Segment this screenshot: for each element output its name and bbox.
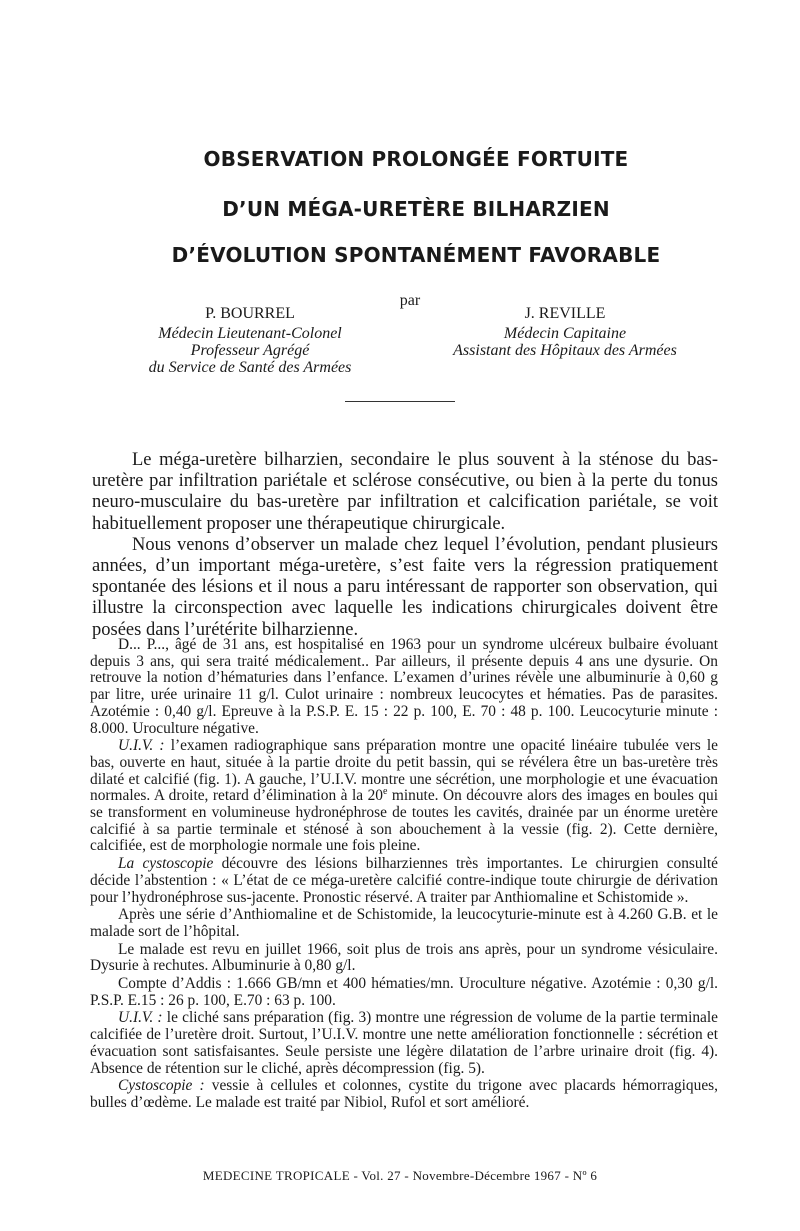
author-title-line: Médecin Lieutenant-Colonel [158, 325, 342, 342]
case-report [90, 637, 718, 1113]
author-name: P. BOURREL [205, 305, 295, 322]
byline: par [399, 292, 421, 309]
title-line-3: D’ÉVOLUTION SPONTANÉMENT FAVORABLE [171, 243, 661, 267]
author-title-line: du Service de Santé des Armées [148, 359, 352, 376]
author-title-line: Assistant des Hôpitaux des Armées [453, 342, 677, 359]
body-paragraph: La cystoscopie découvre des lésions bilharziennes très importantes. Le chirurgien consulté décide l’abstention : « L’état de ce méga-uretère calcifié contre-indique toute chirurgie de dérivation pour l’hydronéphrose sus-jacente. Pronostic réservé. A traiter par Anthiomaline et Schistomide ». [90, 855, 718, 906]
body-paragraph: Après une série d’Anthiomaline et de Schistomide, la leucocyturie-minute est à 4.260 G.B. et le malade sort de l’hôpital. [90, 906, 718, 940]
paragraph-label: U.I.V. : [118, 1009, 163, 1027]
abstract [92, 450, 718, 641]
paragraph-label: Cystoscopie : [118, 1077, 205, 1095]
author-title-line: Professeur Agrégé [190, 342, 310, 359]
title-separator [345, 401, 455, 402]
paragraph-label: U.I.V. : [118, 737, 165, 755]
abstract-paragraph: Nous venons d’observer un malade chez lequel l’évolution, pendant plusieurs années, d’un important méga-uretère, s’est faite vers la régression pratiquement spontanée des lésions et il nous a paru intéressant de rapporter son observation, qui illustre la circonspection avec laquelle les indications chirurgicales doivent être posées dans l’urétérite bilharzienne. [92, 534, 718, 640]
body-paragraph: D... P..., âgé de 31 ans, est hospitalisé en 1963 pour un syndrome ulcéreux bulbaire évoluant depuis 3 ans, qui sera traité médicalement.. Par ailleurs, il présente depuis 4 ans une dysurie. On retrouve la notion d’hématuries dans l’enfance. L’examen d’urines révèle une albuminurie à 0,60 g par litre, urée urinaire 11 g/l. Culot urinaire : nombreux leucocytes et hématies. Pas de parasites. Azotémie : 0,40 g/l. Epreuve à la P.S.P. E. 15 : 22 p. 100, E. 70 : 48 p. 100. Leucocyturie minute : 8.000. Uroculture négative. [90, 636, 718, 737]
author-reville [415, 305, 715, 359]
body-paragraph: Compte d’Addis : 1.666 GB/mn et 400 hématies/mn. Uroculture négative. Azotémie : 0,30 g/l. P.S.P. E.15 : 26 p. 100, E.70 : 63 p. 100. [90, 975, 718, 1009]
body-paragraph: Le malade est revu en juillet 1966, soit plus de trois ans après, pour un syndrome vésiculaire. Dysurie à rechutes. Albuminurie à 0,80 g/l. [90, 940, 718, 975]
title-line-1: OBSERVATION PROLONGÉE FORTUITE [203, 147, 629, 171]
abstract-paragraph: Le méga-uretère bilharzien, secondaire le plus souvent à la sténose du bas-uretère par infiltration pariétale et sclérose consécutive, ou bien à la perte du tonus neuro-musculaire du bas-uretère par infiltration et calcification pariétale, se voit habituellement proposer une thérapeutique chirurgicale. [92, 450, 718, 534]
body-paragraph: U.I.V. : l’examen radiographique sans préparation montre une opacité linéaire tubulée vers le bas, ouverte en haut, située à la partie droite du petit bassin, qui se révélera être un bas-uretère très dilaté et calcifié (fig. 1). A gauche, l’U.I.V. montre une sécrétion, une morphologie et une évacuation normales. A droite, retard d’élimination à la 20e minute. On découvre alors des images en boules qui se transforment en volumineuse hydronéphrose de toutes les cavités, drainée par un énorme uretère calcifié à sa partie terminale et sténosé à son abouchement à la vessie (fig. 2). Cette dernière, calcifiée, est de morphologie normale une fois pleine. [90, 737, 718, 855]
title-line-2: D’UN MÉGA-URETÈRE BILHARZIEN [222, 197, 610, 221]
body-paragraph: Cystoscopie : vessie à cellules et colonnes, cystite du trigone avec placards hémorragiques, bulles d’œdème. Le malade est traité par Nibiol, Rufol et sort amélioré. [90, 1077, 718, 1111]
author-bourrel [100, 305, 400, 376]
page-footer: MEDECINE TROPICALE - Vol. 27 - Novembre-Décembre 1967 - Nº 6 [202, 1168, 598, 1183]
author-title-line: Médecin Capitaine [503, 325, 627, 342]
author-name: J. REVILLE [524, 305, 606, 322]
body-paragraph: U.I.V. : le cliché sans préparation (fig. 3) montre une régression de volume de la partie terminale calcifiée de l’uretère droit. Surtout, l’U.I.V. montre une nette amélioration fonctionnelle : sécrétion et évacuation sont satisfaisantes. Seule persiste une légère dilatation de l’arbre urinaire droit (fig. 4). Absence de rétention sur le cliché, après décompression (fig. 5). [90, 1009, 718, 1077]
paragraph-label: La cystoscopie [118, 855, 214, 873]
